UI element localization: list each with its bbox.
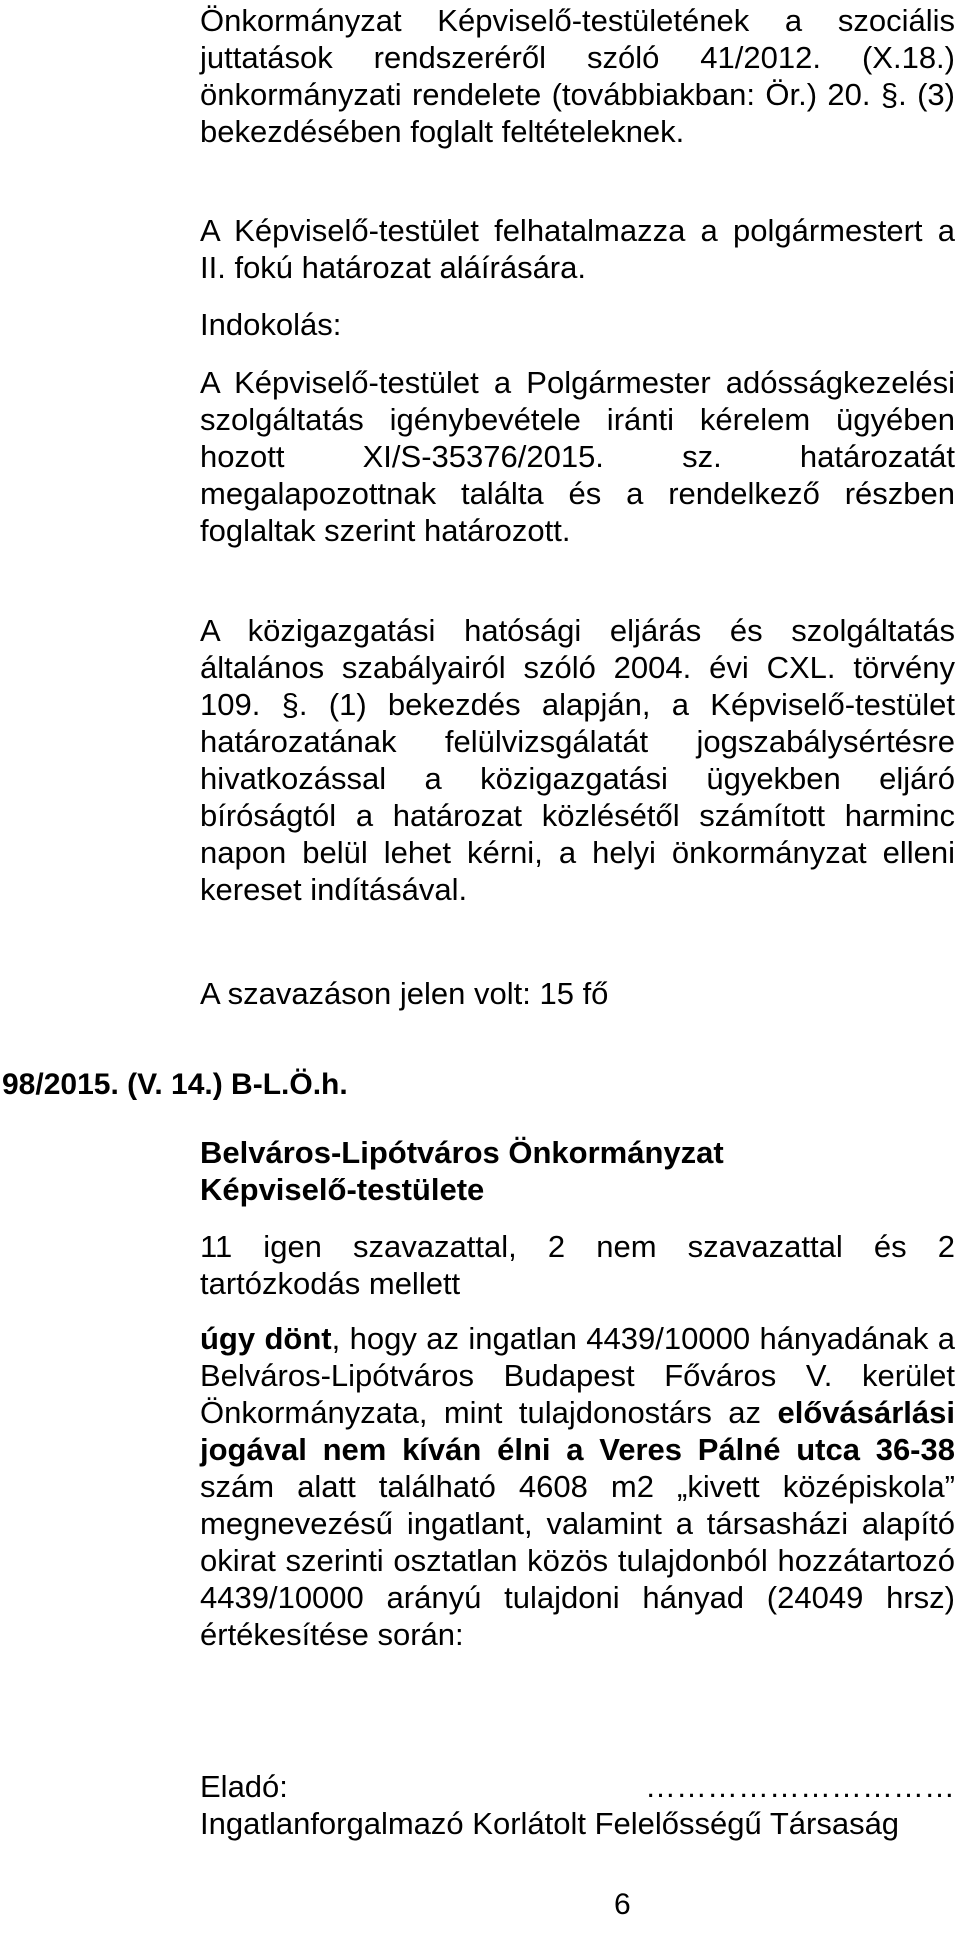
paragraph-legal-remedy: A közigazgatási hatósági eljárás és szolgáltatás általános szabályairól szóló 2004. évi CXL. törvény 109. §. (1) bekezdés alapján, a Képviselő-testület határozatának felülvizsgálatát jogszabálysértésre hivatkozással a közigazgatási ügyekben eljáró bíróságtól a határozat közlésétől számított harminc napon belül lehet kérni, a helyi önkormányzat elleni kereset indításával.: [200, 613, 955, 907]
vote-present-line: A szavazáson jelen volt: 15 fő: [200, 976, 609, 1011]
seller-name: Ingatlanforgalmazó Korlátolt Felelősségű Társaság: [200, 1806, 900, 1841]
decision-bold-phrase: úgy dönt: [200, 1321, 332, 1356]
page-number: 6: [614, 1888, 631, 1921]
seller-value: …………………………: [645, 1769, 955, 1804]
decision-text-1: , hogy az ingatlan 4439/10000 hányadának a Belváros-Lipótváros Budapest Főváros V. kerület Önkormányzata, mint tulajdonostárs az: [200, 1321, 955, 1430]
paragraph-ordinance-reference: Önkormányzat Képviselő-testületének a szociális juttatások rendszeréről szóló 41/2012. (X.18.) önkormányzati rendelete (továbbiakban: Ör.) 20. §. (3) bekezdésében foglalt feltételeknek.: [200, 3, 955, 149]
justification-label: Indokolás:: [200, 307, 342, 342]
paragraph-justification: A Képviselő-testület a Polgármester adósságkezelési szolgáltatás igénybevétele iránti kérelem ügyében hozott XI/S-35376/2015. sz. határozatát megalapozottnak találta és a rendelkező részben foglaltak szerint határozott.: [200, 365, 955, 548]
decision-text-2: szám alatt található 4608 m2 „kivett középiskola” megnevezésű ingatlant, valamint a társasházi alapító okirat szerinti osztatlan közös tulajdonból hozzátartozó 4439/10000 arányú tulajdoni hányad (24049 hrsz) értékesítése során:: [200, 1469, 955, 1652]
resolution-heading: [200, 1134, 955, 1208]
decision-bold-right-of-first-refusal: elővásárlási jogával nem kíván élni a Veres Pálné utca 36-38: [200, 1395, 955, 1467]
seller-block: [200, 1768, 955, 1842]
seller-row: [200, 1768, 955, 1805]
paragraph-decision: [200, 1320, 955, 1653]
resolution-code: 98/2015. (V. 14.) B-L.Ö.h.: [2, 1068, 348, 1101]
paragraph-authorization: A Képviselő-testület felhatalmazza a polgármestert a II. fokú határozat aláírására.: [200, 213, 955, 285]
vote-result-line: 11 igen szavazattal, 2 nem szavazattal és 2 tartózkodás mellett: [200, 1229, 955, 1301]
heading-line-1: Belváros-Lipótváros Önkormányzat: [200, 1135, 724, 1170]
seller-label: Eladó:: [200, 1769, 288, 1804]
heading-line-2: Képviselő-testülete: [200, 1172, 485, 1207]
